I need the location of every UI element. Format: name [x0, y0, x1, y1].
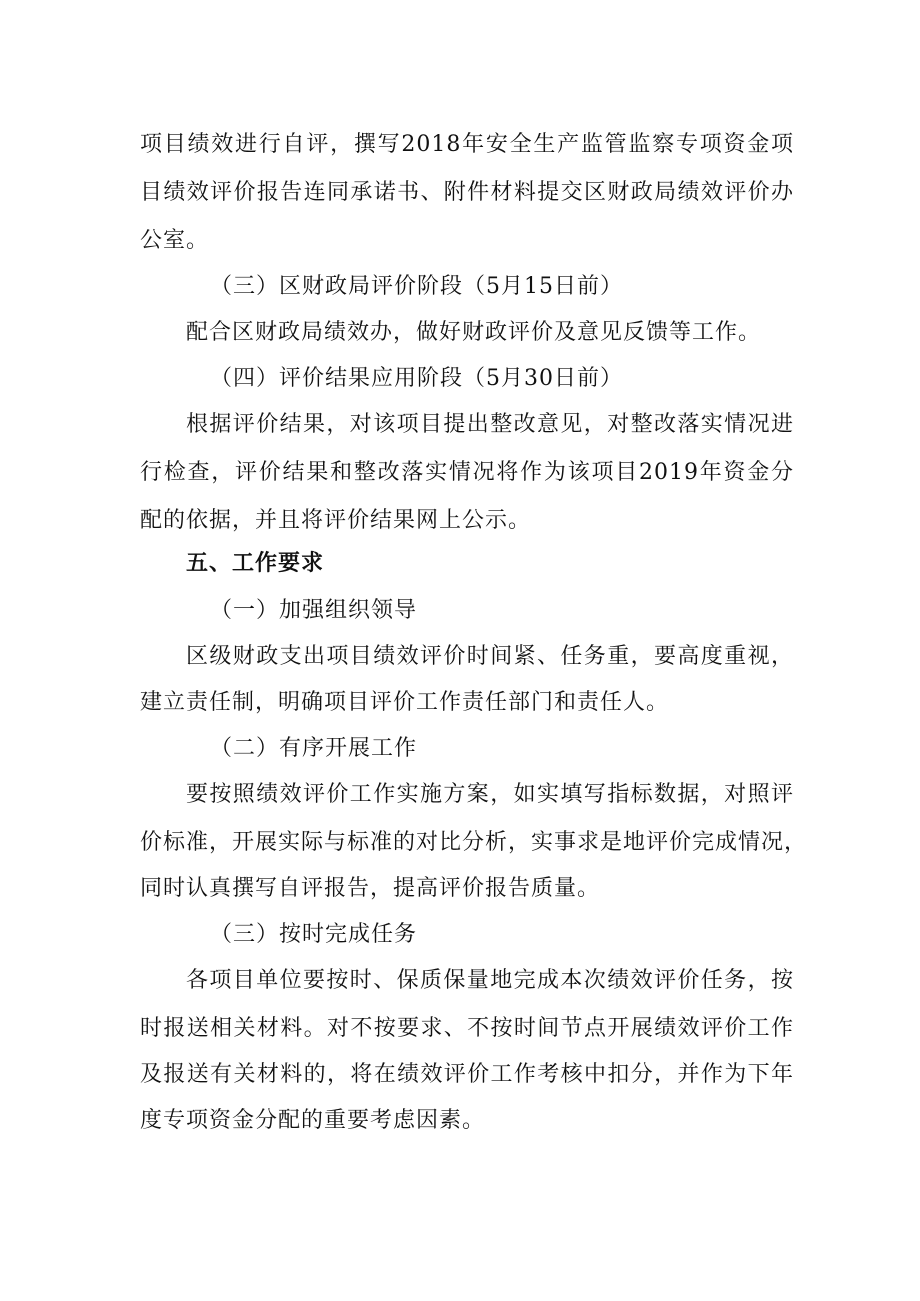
paragraph-line: 建立责任制，明确项目评价工作责任部门和责任人。 — [140, 690, 670, 715]
section-subheading: （三）区财政局评价阶段（5月15日前） — [210, 274, 623, 299]
paragraph-line: 项目绩效进行自评，撰写2018年安全生产监管监察专项资金项 — [140, 132, 794, 157]
paragraph-line: 目绩效评价报告连同承诺书、附件材料提交区财政局绩效评价办 — [140, 180, 794, 205]
paragraph-line: 配合区财政局绩效办，做好财政评价及意见反馈等工作。 — [186, 320, 762, 345]
paragraph-line: 区级财政支出项目绩效评价时间紧、任务重，要高度重视， — [186, 644, 794, 669]
paragraph-line: 度专项资金分配的重要考虑因素。 — [140, 1108, 486, 1133]
paragraph-line: 价标准，开展实际与标准的对比分析，实事求是地评价完成情况， — [140, 830, 808, 855]
paragraph-line: 时报送相关材料。对不按要求、不按时间节点开展绩效评价工作 — [140, 1016, 794, 1041]
paragraph-line: 要按照绩效评价工作实施方案，如实填写指标数据，对照评 — [186, 782, 794, 807]
section-subheading: （二）有序开展工作 — [210, 736, 418, 761]
section-subheading: （三）按时完成任务 — [210, 922, 418, 947]
paragraph-line: 同时认真撰写自评报告，提高评价报告质量。 — [140, 876, 601, 901]
paragraph-line: 配的依据，并且将评价结果网上公示。 — [140, 508, 532, 533]
paragraph-line: 行检查，评价结果和整改落实情况将作为该项目2019年资金分 — [140, 460, 794, 485]
paragraph-line: 公室。 — [140, 228, 210, 253]
paragraph-line: 根据评价结果，对该项目提出整改意见，对整改落实情况进 — [186, 412, 794, 437]
section-subheading: （一）加强组织领导 — [210, 598, 418, 623]
paragraph-line: 及报送有关材料的，将在绩效评价工作考核中扣分，并作为下年 — [140, 1062, 794, 1087]
section-heading: 五、工作要求 — [186, 550, 325, 576]
section-subheading: （四）评价结果应用阶段（5月30日前） — [210, 366, 623, 391]
paragraph-line: 各项目单位要按时、保质保量地完成本次绩效评价任务，按 — [186, 968, 794, 993]
